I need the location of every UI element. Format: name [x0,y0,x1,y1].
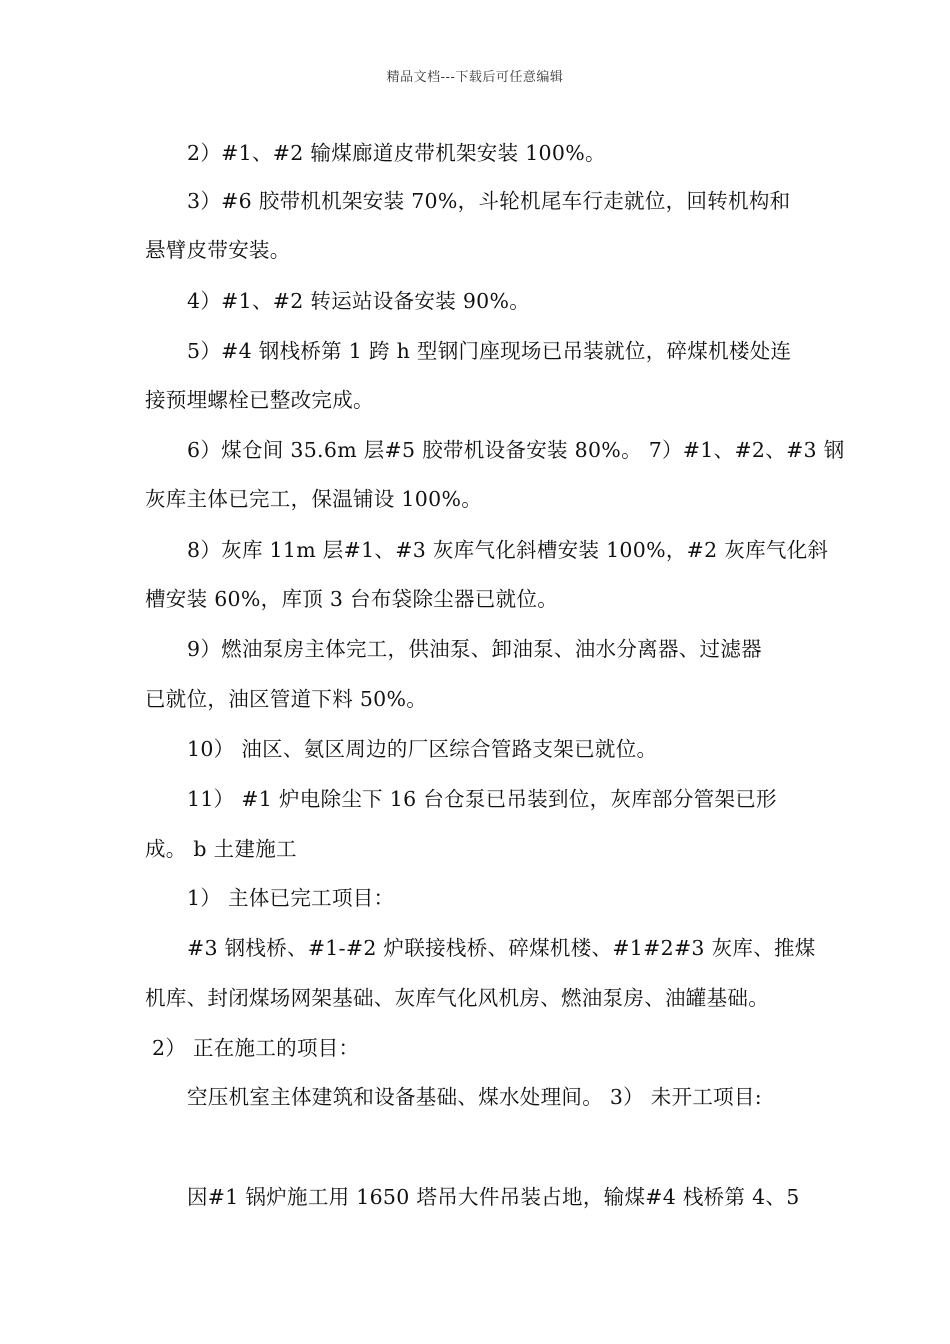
text-line: 3）#6 胶带机机架安装 70%，斗轮机尾车行走就位，回转机构和 [187,189,791,213]
text-line: 2）#1、#2 输煤廊道皮带机架安装 100%。 [187,141,606,165]
text-line: 2） 正在施工的项目： [152,1036,360,1060]
text-line: 接预埋螺栓已整改完成。 [145,388,374,412]
text-line: 空压机室主体建筑和设备基础、煤水处理间。 3） 未开工项目: [187,1085,762,1109]
text-line: 悬臂皮带安装。 [145,238,291,262]
text-line: 灰库主体已完工，保温铺设 100%。 [145,487,483,511]
text-line: 11） #1 炉电除尘下 16 台仓泵已吊装到位，灰库部分管架已形 [187,787,777,811]
text-line: 因#1 锅炉施工用 1650 塔吊大件吊装占地，输煤#4 栈桥第 4、5 [187,1185,800,1209]
text-line: 9）燃油泵房主体完工，供油泵、卸油泵、油水分离器、过滤器 [187,637,762,661]
text-line: 成。 b 土建施工 [145,837,297,861]
text-line: 已就位，油区管道下料 50%。 [145,687,428,711]
text-line: #3 钢栈桥、#1-#2 炉联接栈桥、碎煤机楼、#1#2#3 灰库、推煤 [187,936,816,960]
text-line: 8）灰库 11m 层#1、#3 灰库气化斜槽安装 100%，#2 灰库气化斜 [187,538,829,562]
text-line: 槽安装 60%，库顶 3 台布袋除尘器已就位。 [145,587,559,611]
text-line: 10） 油区、氨区周边的厂区综合管路支架已就位。 [187,737,658,761]
text-line: 机库、封闭煤场网架基础、灰库气化风机房、燃油泵房、油罐基础。 [145,986,769,1010]
text-line: 5）#4 钢栈桥第 1 跨 h 型钢门座现场已吊装就位，碎煤机楼处连 [187,339,792,363]
text-line: 6）煤仓间 35.6m 层#5 胶带机设备安装 80%。 7）#1、#2、#3 钢 [187,438,845,462]
text-line: 1） 主体已完工项目： [187,886,395,910]
page-header: 精品文档---下载后可任意编辑 [386,70,564,85]
text-line: 4）#1、#2 转运站设备安装 90%。 [187,289,531,313]
